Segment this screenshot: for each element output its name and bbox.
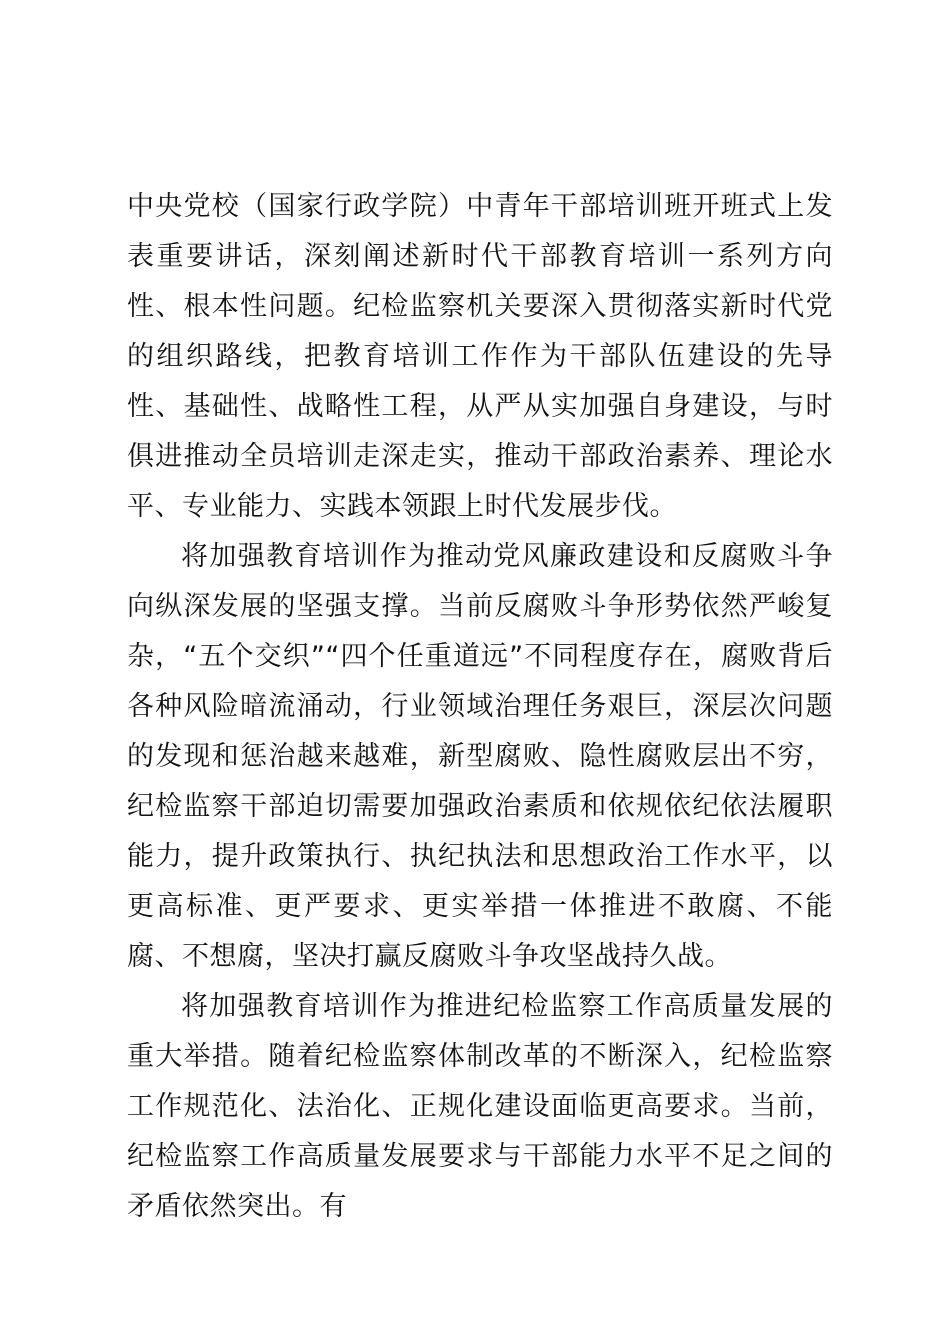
paragraph-continuation: 中央党校（国家行政学院）中青年干部培训班开班式上发表重要讲话，深刻阐述新时代干部教育培训一系列方向性、根本性问题。纪检监察机关要深入贯彻落实新时代党的组织路线，把教育培训工作作为干部队伍建设的先导性、基础性、战略性工程，从严从实加强自身建设，与时俱进推动全员培训走深走实，推动干部政治素养、理论水平、专业能力、实践本领跟上时代发展步伐。	[127, 191, 833, 522]
document-body	[127, 182, 833, 1232]
paragraph-anti-corruption: 将加强教育培训作为推动党风廉政建设和反腐败斗争向纵深发展的坚强支撑。当前反腐败斗争形势依然严峻复杂，“五个交织”“四个任重道远”不同程度存在，腐败背后各种风险暗流涌动，行业领域治理任务艰巨，深层次问题的发现和惩治越来越难，新型腐败、隐性腐败层出不穷，纪检监察干部迫切需要加强政治素质和依规依纪依法履职能力，提升政策执行、执纪执法和思想政治工作水平，以更高标准、更严要求、更实举措一体推进不敢腐、不能腐、不想腐，坚决打赢反腐败斗争攻坚战持久战。	[127, 541, 833, 972]
paragraph-high-quality-development: 将加强教育培训作为推进纪检监察工作高质量发展的重大举措。随着纪检监察体制改革的不断深入，纪检监察工作规范化、法治化、正规化建设面临更高要求。当前，纪检监察工作高质量发展要求与干部能力水平不足之间的矛盾依然突出。有	[127, 991, 833, 1222]
